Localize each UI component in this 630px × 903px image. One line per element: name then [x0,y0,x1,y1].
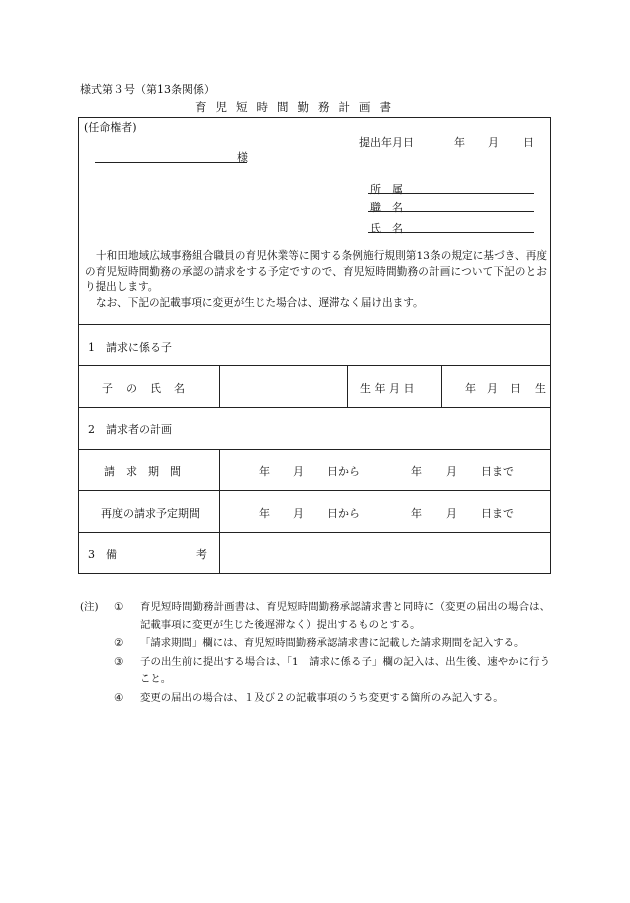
redo-to-day: 日まで [481,507,514,520]
period-from-month: 月 [293,465,304,478]
position-label: 職 名 [370,201,403,214]
birth-date-label: 生 年 月 日 [360,382,415,395]
remarks-field[interactable] [224,546,544,562]
affiliation-label: 所 属 [370,183,403,196]
rule-1 [78,324,551,325]
submit-month: 月 [488,136,499,149]
section2-title: 2 請求者の計画 [88,423,172,436]
birth-month: 月 [487,382,498,395]
redo-to-month: 月 [446,507,457,520]
vrule-period [219,449,220,573]
rule-6 [78,532,551,533]
birth-suffix: 生 [535,382,546,395]
form-reference: 様式第３号（第13条関係） [80,83,215,96]
note-number: ② [114,637,124,649]
note-text: 変更の届出の場合は、１及び２の記載事項のうち変更する箇所のみ記入する。 [140,691,504,704]
submit-day: 日 [523,136,534,149]
note-text: 育児短時間勤務計画書は、育児短時間勤務承認請求書と同時に（変更の届出の場合は、記載事項に変更が生じた後遅滞なく）提出するものとする。 [140,601,550,631]
rule-2 [78,365,551,366]
rule-5 [78,490,551,491]
appointer-label: (任命権者) [84,121,137,134]
section3-label-right: 考 [196,548,207,561]
statement-paragraph [85,249,547,311]
redo-from-month: 月 [293,507,304,520]
period-to-day: 日まで [481,465,514,478]
submit-year: 年 [454,136,465,149]
note-item [80,654,550,689]
period-from-year: 年 [259,465,270,478]
rule-3 [78,407,551,408]
name-line[interactable] [368,232,534,233]
redo-from-year: 年 [259,507,270,520]
vrule-birth-label [347,365,348,407]
redo-from-day: 日から [327,507,360,520]
vrule-child-name [219,365,220,407]
document-title: 育児短時間勤務計画書 [195,100,400,114]
notes-label: (注) [80,601,99,613]
vrule-birth-date [441,365,442,407]
note-item [80,599,550,634]
affiliation-line[interactable] [368,193,534,194]
period-to-month: 月 [446,465,457,478]
name-label: 氏 名 [370,222,403,235]
note-number: ④ [114,691,124,704]
birth-day: 日 [510,382,521,395]
note-number: ① [114,601,124,613]
note-number: ③ [114,655,124,668]
notice-text: なお、下記の記載事項に変更が生じた場合は、遅滞なく届け出ます。 [96,296,424,309]
position-line[interactable] [368,211,534,212]
section1-title: 1 請求に係る子 [88,341,172,354]
child-name-field[interactable] [224,380,342,396]
period-to-year: 年 [411,465,422,478]
honorific: 様 [237,151,248,164]
note-text: 「請求期間」欄には、育児短時間勤務承認請求書に記載した請求期間を記入する。 [140,637,525,649]
redo-period-label: 再度の請求予定期間 [101,507,200,520]
request-period-label: 請 求 期 間 [104,465,181,478]
section3-label: 3 備 [88,548,117,561]
rule-4 [78,449,551,450]
redo-to-year: 年 [411,507,422,520]
note-item [80,635,550,653]
statement-text: 十和田地域広域事務組合職員の育児休業等に関する条例施行規則第13条の規定に基づき、再度の育児短時間勤務の承認の請求をする予定ですので、育児短時間勤務の計画について下記のとおり提出します。 [85,250,547,294]
note-text: 子の出生前に提出する場合は、「1 請求に係る子」欄の記入は、出生後、速やかに行うこと。 [140,655,550,685]
birth-year: 年 [465,382,476,395]
submit-date-label: 提出年月日 [359,136,414,149]
addressee-name-line[interactable] [95,162,247,163]
note-item [80,690,550,708]
period-from-day: 日から [327,465,360,478]
notes-block [80,599,550,707]
child-name-label: 子 の 氏 名 [102,382,186,395]
